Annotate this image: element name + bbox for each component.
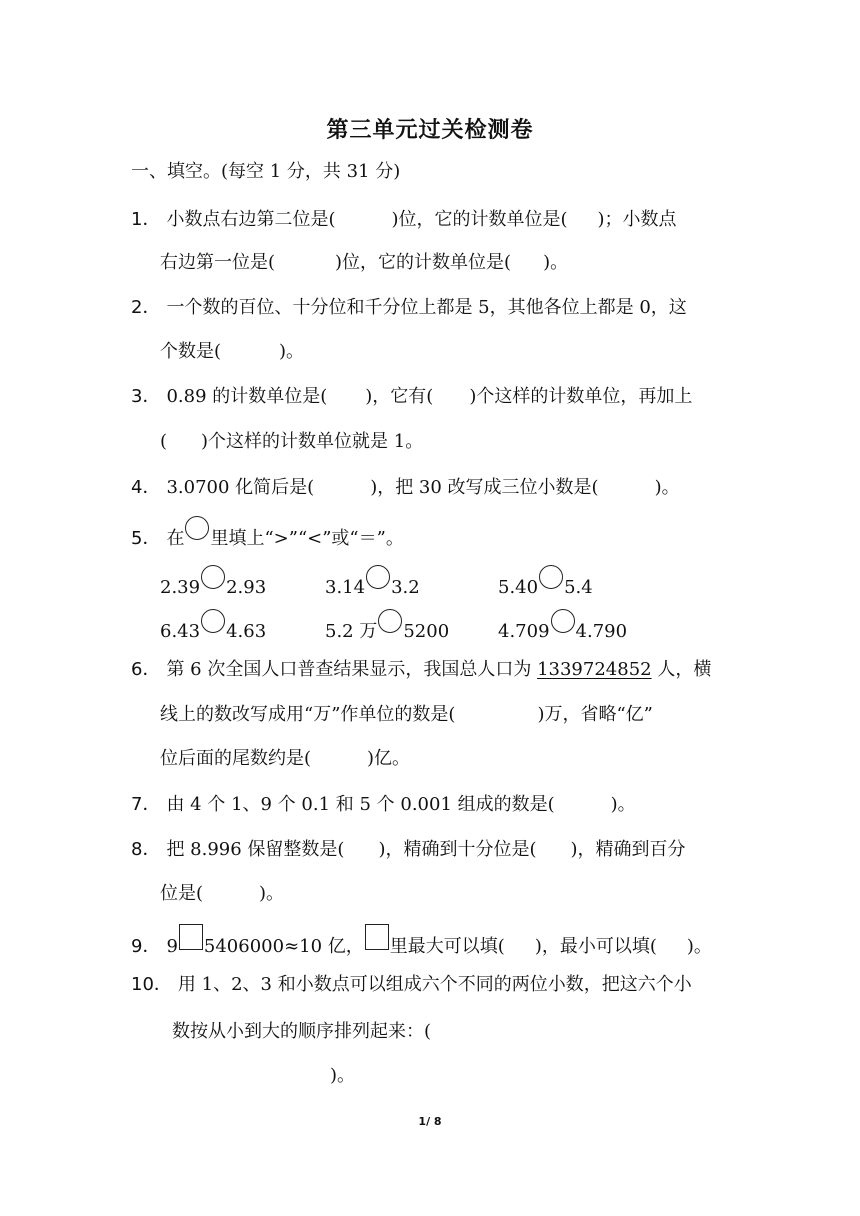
question-2-line-1 <box>131 296 687 320</box>
compare-item <box>160 617 266 642</box>
question-text: )亿。 <box>367 748 411 769</box>
question-text: )个这样的计数单位，再加上 <box>469 386 693 407</box>
question-text: 个数是( <box>160 341 222 362</box>
question-number: 5． <box>131 528 161 549</box>
question-8-line-2 <box>160 882 284 906</box>
answer-circle-icon[interactable] <box>185 516 209 540</box>
question-number: 1． <box>131 209 161 230</box>
question-text: )万，省略“亿” <box>537 704 653 725</box>
compare-right: 5200 <box>403 621 450 642</box>
answer-circle-icon[interactable] <box>378 609 402 633</box>
question-text: 在 <box>166 528 185 549</box>
question-5 <box>131 524 404 551</box>
question-text: )。 <box>686 936 712 957</box>
question-text: 里最大可以填( <box>389 936 505 957</box>
question-10-line-3 <box>330 1064 355 1088</box>
question-text: )个这样的计数单位就是 1。 <box>201 431 424 452</box>
answer-circle-icon[interactable] <box>551 609 575 633</box>
question-text: 5406000≈10 亿， <box>203 936 364 957</box>
question-text: 数按从小到大的顺序排列起来：( <box>172 1021 432 1042</box>
question-number: 9． <box>131 936 161 957</box>
question-3-line-1 <box>131 385 692 409</box>
question-number: 2． <box>131 297 161 318</box>
compare-right: 3.2 <box>391 577 420 598</box>
compare-right: 2.93 <box>226 577 267 598</box>
question-text: 线上的数改写成用“万”作单位的数是( <box>160 704 456 725</box>
question-text: 用 1、2、3 和小数点可以组成六个不同的两位小数，把这六个小 <box>177 974 692 995</box>
compare-right: 4.63 <box>226 621 267 642</box>
question-text: )，精确到百分 <box>570 839 686 860</box>
question-text: )。 <box>259 883 285 904</box>
question-text: )；小数点 <box>597 209 677 230</box>
question-6-line-2 <box>160 703 653 727</box>
question-text: )。 <box>610 794 636 815</box>
compare-right: 5.4 <box>564 577 593 598</box>
question-text: )位，它的计数单位是( <box>391 209 568 230</box>
question-text: )，最小可以填( <box>534 936 657 957</box>
page-number: 1/ 8 <box>418 1115 442 1128</box>
question-text: )。 <box>543 252 569 273</box>
compare-item <box>325 573 420 598</box>
question-text: )，它有( <box>365 386 434 407</box>
compare-left: 2.39 <box>160 577 201 598</box>
answer-box[interactable] <box>365 924 389 950</box>
question-text: 把 8.996 保留整数是( <box>166 839 345 860</box>
question-number: 8． <box>131 839 161 860</box>
question-number: 6． <box>131 659 161 680</box>
question-6-line-1 <box>131 658 711 682</box>
question-number: 7． <box>131 794 161 815</box>
question-6-line-3 <box>160 747 410 771</box>
question-10-line-1 <box>131 973 692 997</box>
question-text: 人，横 <box>651 659 712 680</box>
question-4 <box>131 476 680 500</box>
compare-left: 4.709 <box>498 621 550 642</box>
question-number: 3． <box>131 386 161 407</box>
compare-item <box>160 573 266 598</box>
compare-right: 4.790 <box>575 621 628 642</box>
answer-circle-icon[interactable] <box>366 565 390 589</box>
compare-left: 3.14 <box>325 577 366 598</box>
question-text: 小数点右边第二位是( <box>166 209 336 230</box>
question-3-line-2 <box>160 430 423 454</box>
question-text: )。 <box>654 477 680 498</box>
answer-circle-icon[interactable] <box>539 565 563 589</box>
question-text: )，把 30 改写成三位小数是( <box>370 477 599 498</box>
question-text: ( <box>160 431 168 452</box>
question-10-line-2 <box>172 1020 431 1044</box>
question-number: 4． <box>131 477 161 498</box>
question-text: 右边第一位是( <box>160 252 276 273</box>
underlined-number: 1339724852 <box>537 659 652 680</box>
answer-box[interactable] <box>179 924 203 950</box>
answer-circle-icon[interactable] <box>201 609 225 633</box>
question-9 <box>131 930 712 959</box>
question-text: )。 <box>330 1065 356 1086</box>
compare-left: 6.43 <box>160 621 201 642</box>
question-7 <box>131 793 636 817</box>
question-1-line-1 <box>131 208 677 232</box>
question-number: 10． <box>131 974 172 995</box>
question-2-line-2 <box>160 340 304 364</box>
question-text: 第 6 次全国人口普查结果显示，我国总人口为 <box>166 659 538 680</box>
question-text: )，精确到十分位是( <box>378 839 537 860</box>
question-text: 一个数的百位、十分位和千分位上都是 5，其他各位上都是 0，这 <box>166 297 687 318</box>
question-text: )。 <box>279 341 305 362</box>
question-text: 0.89 的计数单位是( <box>166 386 328 407</box>
page-title: 第三单元过关检测卷 <box>326 118 534 143</box>
compare-item <box>325 617 449 643</box>
compare-left: 5.2 万 <box>325 621 378 642</box>
compare-item <box>498 573 593 598</box>
question-text: )位，它的计数单位是( <box>335 252 512 273</box>
question-1-line-2 <box>160 251 568 275</box>
compare-left: 5.40 <box>498 577 539 598</box>
compare-item <box>498 617 627 642</box>
answer-circle-icon[interactable] <box>201 565 225 589</box>
question-text: 3.0700 化简后是( <box>166 477 315 498</box>
section-heading: 一、填空。(每空 1 分，共 31 分) <box>131 161 401 182</box>
question-text: 里填上“>”“<”或“＝”。 <box>210 528 404 549</box>
question-8-line-1 <box>131 838 686 862</box>
question-text: 由 4 个 1、9 个 0.1 和 5 个 0.001 组成的数是( <box>166 794 555 815</box>
question-text: 位后面的尾数约是( <box>160 748 312 769</box>
question-text: 9 <box>166 936 178 957</box>
question-text: 位是( <box>160 883 204 904</box>
